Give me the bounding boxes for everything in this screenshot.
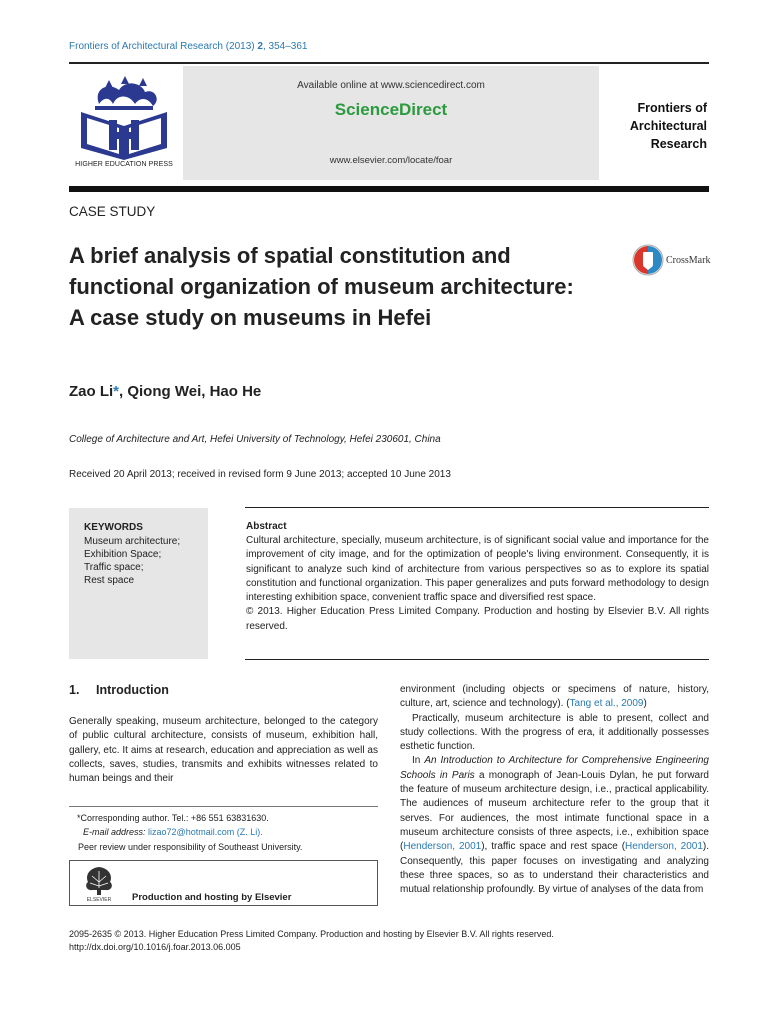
keyword-item: Exhibition Space;	[84, 549, 162, 560]
paragraph-text: a monograph of Jean-Louis Dylan, he put forward the feature of museum architecture design, i.e., practical applicability. The audiences of museum architecture refer to the group that it serves. For audiences, the most intimate functional space in a museum architecture consists of three aspects, i.e., exhibition space (	[400, 769, 709, 853]
right-column-text	[400, 683, 709, 897]
paragraph-text: ). Consequently, this paper focuses on investigating and analyzing these three spaces, so as to understand their characteristics and mutual relationship profoundly. By virtue of analyses of the data from	[400, 841, 709, 896]
journal-name-line-3: Research	[650, 137, 707, 151]
journal-url[interactable]: www.elsevier.com/locate/foar	[329, 155, 453, 166]
available-online-text[interactable]: Available online at www.sciencedirect.com	[297, 80, 485, 91]
right-column-paragraph: Practically, museum architecture is able to present, collect and study collections. With the progress of era, it additionally possesses esthetic function.	[400, 712, 709, 753]
citation-link-tang-2009[interactable]: Tang et al., 2009	[569, 698, 644, 710]
corresponding-author-link[interactable]: *	[113, 383, 120, 400]
author-zao-li: Zao Li	[69, 383, 114, 400]
header-rule-bottom	[69, 186, 709, 192]
ref-open-paren: (	[566, 698, 570, 710]
citation-link-henderson-2001[interactable]: Henderson, 2001	[403, 841, 482, 853]
higher-education-press-logo-icon	[69, 74, 179, 174]
publisher-name: HIGHER EDUCATION PRESS	[75, 161, 173, 168]
right-column-paragraph	[400, 754, 709, 897]
keyword-item: Rest space	[84, 575, 135, 586]
elsevier-logo-text: ELSEVIER	[86, 897, 112, 902]
co-authors: , Qiong Wei, Hao He	[119, 383, 262, 400]
elsevier-tree-logo-icon	[80, 864, 118, 902]
journal-reference[interactable]	[69, 41, 307, 52]
journal-ref-volume: 2	[257, 41, 263, 52]
author-affiliation: College of Architecture and Art, Hefei University of Technology, Hefei 230601, China	[69, 434, 441, 445]
corresponding-author-note: *Corresponding author. Tel.: +86 551 63831630.	[77, 813, 269, 823]
abstract-copyright: © 2013. Higher Education Press Limited Company. Production and hosting by Elsevier B.V. All rights reserved.	[246, 606, 709, 632]
sciencedirect-logo[interactable]: ScienceDirect	[334, 100, 448, 119]
article-title: A brief analysis of spatial constitution and functional organization of museum architecture: A case study on museums in Hefei	[69, 243, 574, 330]
ref-close-paren: )	[643, 698, 647, 710]
section-heading-introduction	[69, 683, 169, 697]
abstract-heading: Abstract	[246, 521, 287, 532]
peer-review-note: Peer review under responsibility of Southeast University.	[78, 842, 303, 852]
abstract-body	[246, 534, 709, 634]
email-note	[83, 827, 263, 837]
journal-ref-prefix: Frontiers of Architectural Research (2013)	[69, 41, 258, 52]
header-rule-top	[69, 62, 709, 64]
author-list	[69, 383, 261, 400]
crossmark-label[interactable]: CrossMark	[666, 255, 711, 266]
book-title: An Introduction to Architecture for Comprehensive Engineering Schools in Paris	[400, 755, 709, 781]
abstract-rule-top	[245, 507, 709, 508]
journal-ref-pages: , 354–361	[262, 41, 308, 52]
abstract-rule-bottom	[245, 659, 709, 660]
journal-name	[600, 99, 707, 153]
article-type: CASE STUDY	[69, 204, 156, 219]
issn-copyright-line: 2095-2635 © 2013. Higher Education Press Limited Company. Production and hosting by Elsevier B.V. All rights reserved.	[69, 929, 554, 939]
section-number: 1.	[69, 683, 80, 697]
intro-paragraph: Generally speaking, museum architecture, belonged to the category of public cultural architecture, consists of museum, exhibition hall, gallery, etc. It aims at research, education and appreciation as well as collects, saves, studies, transmits and exhibits witnesses related to human beings and their	[69, 716, 378, 785]
section-title: Introduction	[96, 683, 169, 697]
paragraph-text: ), traffic space and rest space (	[481, 841, 626, 853]
email-link[interactable]: lizao72@hotmail.com (Z. Li).	[148, 827, 263, 837]
doi-link[interactable]: http://dx.doi.org/10.1016/j.foar.2013.06.005	[69, 942, 241, 952]
paragraph-text: environment (including objects or specimens of nature, history, culture, art, science and technology).	[400, 684, 709, 710]
keyword-item: Traffic space;	[84, 562, 144, 573]
keyword-item: Museum architecture;	[84, 536, 181, 547]
right-column-paragraph	[400, 683, 709, 712]
keywords-heading: KEYWORDS	[84, 522, 143, 533]
citation-link-henderson-2001[interactable]: Henderson, 2001	[625, 841, 703, 853]
footnote-rule	[69, 806, 378, 807]
journal-name-line-2: Architectural	[629, 119, 707, 133]
received-dates: Received 20 April 2013; received in revised form 9 June 2013; accepted 10 June 2013	[69, 469, 451, 480]
keywords-list	[84, 535, 180, 587]
paragraph-text: In	[412, 755, 425, 767]
journal-name-line-1: Frontiers of	[637, 101, 707, 115]
abstract-text: Cultural architecture, specially, museum architecture, is of significant social value and importance for the improvement of city image, and for the optimization of people's living environment. Consequently, it is significant to analyze such kind of architecture from various perspectives so as to explore its spatial constitution and functional organization. This paper generalizes and puts forward methodology to design interesting exhibition space, convenient traffic space and diversified rest space.	[246, 535, 709, 604]
email-label: E-mail address:	[83, 827, 149, 837]
production-hosting-label: Production and hosting by Elsevier	[132, 892, 292, 903]
